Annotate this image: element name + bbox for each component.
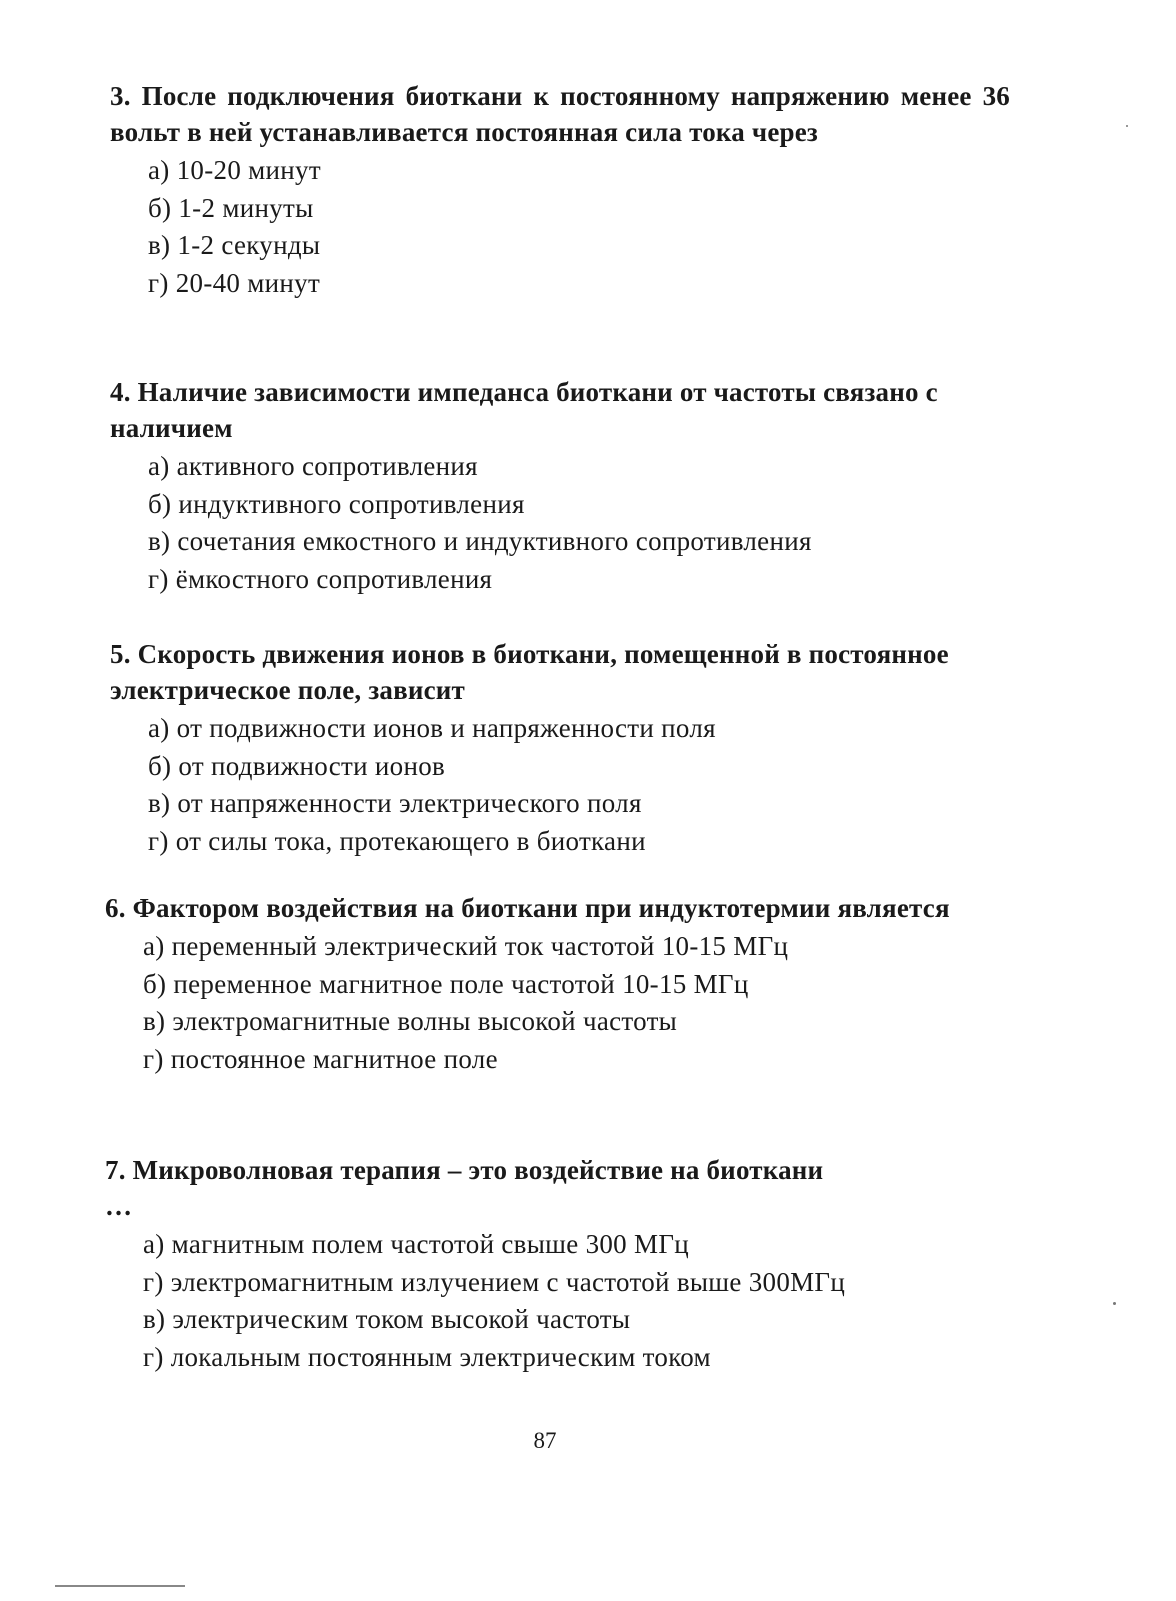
answer-option: в) электромагнитные волны высокой частоты bbox=[143, 1006, 678, 1036]
answer-option: б) индуктивного сопротивления bbox=[148, 488, 525, 519]
answer-options bbox=[143, 1226, 845, 1376]
answer-option: б) переменное магнитное поле частотой 10-15 МГц bbox=[143, 968, 749, 999]
answer-option: а) активного сопротивления bbox=[148, 451, 478, 481]
question-3 bbox=[110, 78, 1010, 302]
scan-speck bbox=[1126, 125, 1128, 127]
answer-options bbox=[148, 710, 970, 860]
answer-options bbox=[148, 448, 990, 598]
answer-option: а) от подвижности ионов и напряженности поля bbox=[148, 713, 716, 743]
answer-option: г) локальным постоянным электрическим током bbox=[143, 1341, 711, 1372]
answer-option: в) 1-2 секунды bbox=[148, 230, 321, 260]
question-text: 5. Скорость движения ионов в биоткани, помещенной в постоянное электрическое поле, зависит bbox=[110, 639, 949, 705]
answer-option: б) 1-2 минуты bbox=[148, 192, 314, 223]
question-text: 3. После подключения биоткани к постоянному напряжению менее 36 вольт в ней устанавливается постоянная сила тока через bbox=[110, 81, 1010, 147]
answer-option: в) электрическим током высокой частоты bbox=[143, 1304, 631, 1334]
answer-option: г) постоянное магнитное поле bbox=[143, 1043, 498, 1074]
question-6 bbox=[105, 890, 1005, 1078]
question-text: 4. Наличие зависимости импеданса биоткани от частоты связано с наличием bbox=[110, 377, 938, 443]
question-text: 7. Микроволновая терапия – это воздействие на биоткани … bbox=[105, 1155, 824, 1221]
answer-option: а) магнитным полем частотой свыше 300 МГц bbox=[143, 1229, 689, 1259]
answer-options bbox=[143, 928, 1005, 1078]
answer-option: г) электромагнитным излучением с частотой выше 300МГц bbox=[143, 1266, 846, 1297]
answer-option: г) 20-40 минут bbox=[148, 267, 321, 298]
question-4 bbox=[110, 374, 990, 598]
answer-option: в) сочетания емкостного и индуктивного сопротивления bbox=[148, 526, 812, 556]
scan-edge-line bbox=[55, 1585, 185, 1587]
answer-option: б) от подвижности ионов bbox=[148, 750, 446, 781]
answer-option: в) от напряженности электрического поля bbox=[148, 788, 642, 818]
answer-option: г) ёмкостного сопротивления bbox=[148, 563, 493, 594]
page-number: 87 bbox=[533, 1428, 557, 1453]
scan-speck bbox=[1113, 1302, 1116, 1305]
answer-option: а) 10-20 минут bbox=[148, 155, 321, 185]
answer-options bbox=[148, 152, 1010, 302]
question-text: 6. Фактором воздействия на биоткани при индуктотермии является bbox=[105, 893, 950, 923]
answer-option: а) переменный электрический ток частотой 10-15 МГц bbox=[143, 931, 789, 961]
question-5 bbox=[110, 636, 970, 860]
question-7 bbox=[105, 1152, 845, 1376]
answer-option: г) от силы тока, протекающего в биоткани bbox=[148, 825, 646, 856]
